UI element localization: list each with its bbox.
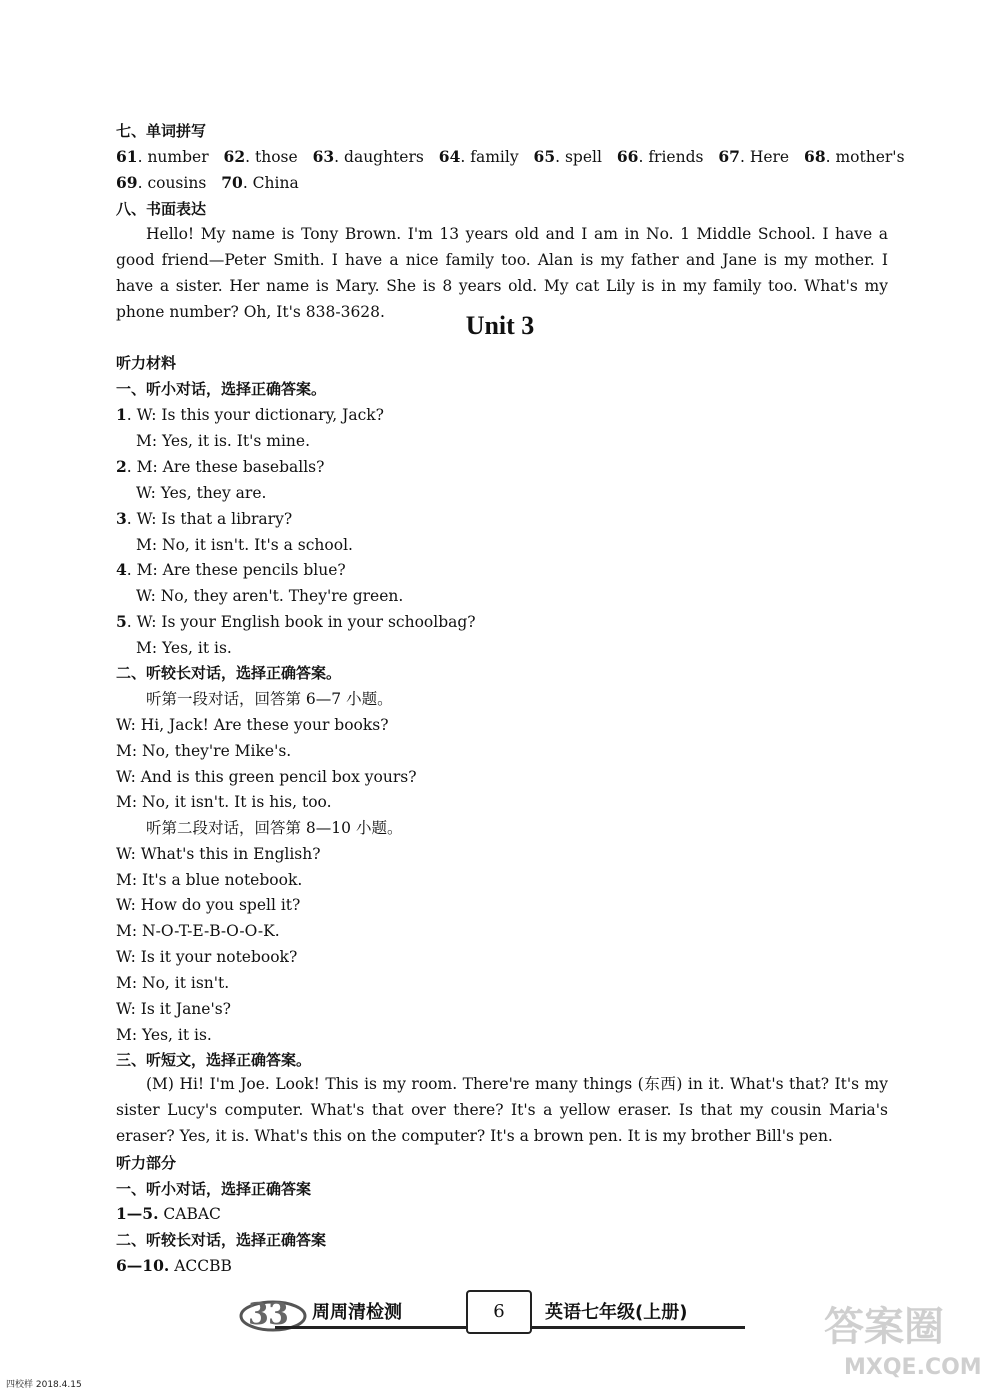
section-7-heading: 七、单词拼写 bbox=[116, 122, 207, 140]
answers-part-2: 6—10. ACCBB bbox=[116, 1256, 232, 1275]
part-3-heading: 三、听短文，选择正确答案。 bbox=[116, 1051, 312, 1069]
part-2-heading: 二、听较长对话，选择正确答案。 bbox=[116, 664, 342, 682]
part-2-intro-2: 听第二段对话，回答第 8—10 小题。 bbox=[146, 819, 403, 837]
part-1-heading: 一、听小对话，选择正确答案。 bbox=[116, 380, 327, 398]
long-dialog-2-line: W: What's this in English? bbox=[116, 845, 321, 863]
part-3-passage: (M) Hi! I'm Joe. Look! This is my room. There're many things (东西) in it. What's that? It's my sister Lucy's computer. What's that over there? It's a yellow eraser. Is that my cousin Maria's eraser? Yes, it is. What's this on the computer? It's a brown pen. It is my brother Bill's pen. bbox=[116, 1075, 888, 1145]
answers-part-1-heading: 一、听小对话，选择正确答案 bbox=[116, 1180, 312, 1198]
dialog-5-line-b: M: Yes, it is. bbox=[136, 639, 232, 657]
long-dialog-2-line: W: Is it your notebook? bbox=[116, 948, 298, 966]
listening-material-heading: 听力材料 bbox=[116, 354, 177, 372]
dialog-5-line-a: 5. W: Is your English book in your schoolbag? bbox=[116, 612, 476, 631]
footer-book-title: 英语七年级(上册) bbox=[545, 1302, 688, 1323]
section-7-answers-line1: 61. number 62. those 63. daughters 64. family 65. spell 66. friends 67. Here 68. mother's bbox=[116, 147, 905, 166]
dialog-2-line-a: 2. M: Are these baseballs? bbox=[116, 457, 325, 476]
answers-part-1: 1—5. CABAC bbox=[116, 1204, 221, 1223]
long-dialog-1-line: W: Hi, Jack! Are these your books? bbox=[116, 716, 389, 734]
page-footer bbox=[230, 1290, 750, 1338]
dialog-3-line-b: M: No, it isn't. It's a school. bbox=[136, 536, 353, 554]
answers-heading: 听力部分 bbox=[116, 1154, 177, 1172]
long-dialog-2-line: M: It's a blue notebook. bbox=[116, 871, 303, 889]
part-2-intro-1: 听第一段对话，回答第 6—7 小题。 bbox=[146, 690, 393, 708]
dialog-1-line-a: 1. W: Is this your dictionary, Jack? bbox=[116, 405, 384, 424]
page-number: 6 bbox=[466, 1290, 532, 1334]
dialog-4-line-b: W: No, they aren't. They're green. bbox=[136, 587, 404, 605]
section-7-answers-line2: 69. cousins 70. China bbox=[116, 173, 299, 192]
dialog-1-line-b: M: Yes, it is. It's mine. bbox=[136, 432, 310, 450]
long-dialog-2-line: M: N-O-T-E-B-O-O-K. bbox=[116, 922, 280, 940]
dialog-3-line-a: 3. W: Is that a library? bbox=[116, 509, 293, 528]
footer-series-title: 周周清检测 bbox=[312, 1302, 402, 1323]
svg-text:答案圈: 答案圈 bbox=[824, 1304, 944, 1350]
long-dialog-1-line: M: No, it isn't. It is his, too. bbox=[116, 793, 332, 811]
unit-title: Unit 3 bbox=[465, 311, 535, 340]
proof-stamp: 四校样 2018.4.15 bbox=[6, 1380, 82, 1390]
svg-text:3: 3 bbox=[268, 1297, 289, 1332]
section-8-essay: Hello! My name is Tony Brown. I'm 13 years old and I am in No. 1 Middle School. I have a good friend—Peter Smith. I have a nice family too. Alan is my father and Jane is my mother. I have a sister. Her name is Mary. She is 8 years old. My cat Lily is in my family too. What's my phone number? Oh, It's 838-3628. bbox=[116, 225, 888, 321]
dialog-4-line-a: 4. M: Are these pencils blue? bbox=[116, 560, 346, 579]
long-dialog-2-line: W: How do you spell it? bbox=[116, 896, 301, 914]
dialog-2-line-b: W: Yes, they are. bbox=[136, 484, 267, 502]
section-8-heading: 八、书面表达 bbox=[116, 200, 207, 218]
long-dialog-2-line: W: Is it Jane's? bbox=[116, 1000, 231, 1018]
long-dialog-2-line: M: No, it isn't. bbox=[116, 974, 230, 992]
answers-part-2-heading: 二、听较长对话，选择正确答案 bbox=[116, 1231, 327, 1249]
long-dialog-1-line: W: And is this green pencil box yours? bbox=[116, 768, 417, 786]
watermark-logo bbox=[804, 1296, 994, 1380]
svg-text:3: 3 bbox=[248, 1297, 269, 1332]
long-dialog-1-line: M: No, they're Mike's. bbox=[116, 742, 292, 760]
long-dialog-2-line: M: Yes, it is. bbox=[116, 1026, 212, 1044]
svg-text:MXQE.COM: MXQE.COM bbox=[844, 1355, 982, 1380]
